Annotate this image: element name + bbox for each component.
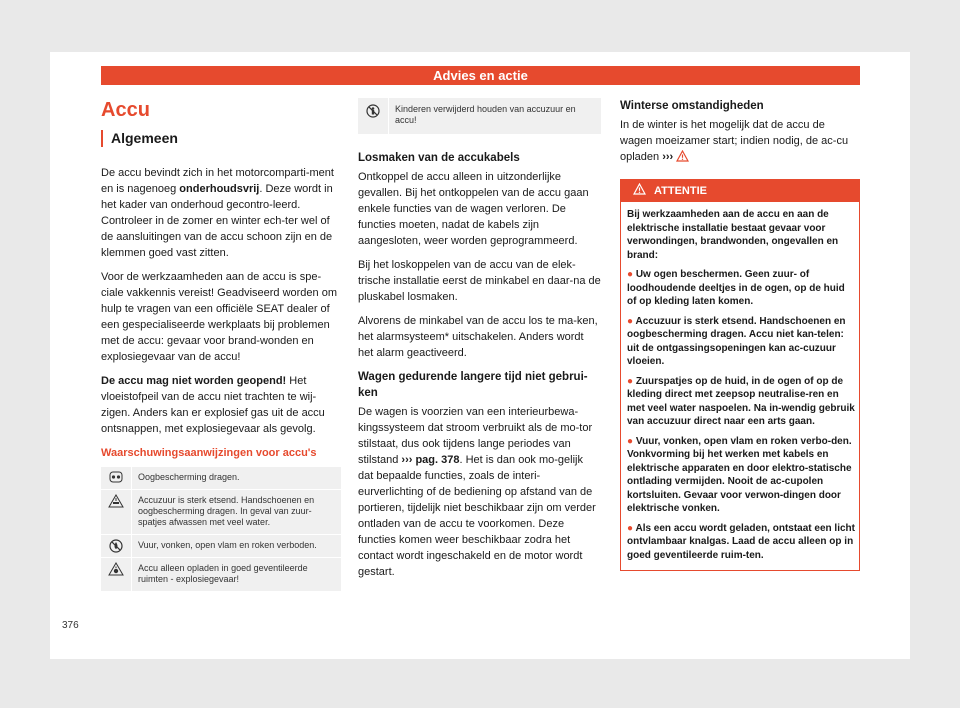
text: Accuzuur is sterk etsend. Handschoenen en oogbescherming dragen. Accu niet kan-telen: uit de ontgassingsopeningen kan ac-cuzuur vloeien. bbox=[627, 315, 846, 367]
heading-long-storage: Wagen gedurende langere tijd niet gebrui-ken bbox=[358, 371, 588, 399]
warning-text: Accuzuur is sterk etsend. Handschoenen en oogbescherming dragen. In geval van zuur-spatjes afwassen met veel water. bbox=[131, 490, 341, 534]
text: De accu bevindt zich in het motorcomparti-ment en is nagenoeg bbox=[101, 167, 334, 195]
warning-text: Vuur, vonken, open vlam en roken verboden. bbox=[131, 535, 321, 557]
text: Uw ogen beschermen. Geen zuur- of loodhoudende deeltjes in de ogen, op de huid of op kleding laten komen. bbox=[627, 269, 845, 307]
text: Het vloeistofpeil van de accu niet trachten te wij-zigen. Anders kan er explosief gas uit de accu ontsnappen, met explosiegevaar als gevolg. bbox=[101, 375, 325, 435]
warning-row bbox=[101, 490, 341, 535]
no-flame-icon bbox=[101, 535, 131, 553]
text: . Deze wordt in het kader van onderhoud gecontro-leerd. Controleer in de zomer en winter ech-ter wel of de aansluitingen van de accu schoon zijn en de klemmen goed vast zitten. bbox=[101, 183, 333, 259]
heading-disconnect-cables: Losmaken van de accukabels bbox=[358, 152, 520, 164]
section-subtitle: Algemeen bbox=[101, 130, 341, 147]
text: De wagen is voorzien van een interieurbewa-kingssysteem dat stroom verbruikt als de mo-tor stilstaat, dus ook tijdens lange periodes van stilstand bbox=[358, 406, 593, 466]
page-reference-link[interactable]: ››› pag. 378 bbox=[401, 454, 460, 466]
paragraph-alarm: Alvorens de minkabel van de accu los te ma-ken, het alarmsysteem* uitschakelen. Anders wordt het alarm geactiveerd. bbox=[358, 315, 598, 359]
warning-row bbox=[101, 467, 341, 490]
text: In de winter is het mogelijk dat de accu de wagen moeizamer start; indien nodig, de ac-cu opladen bbox=[620, 119, 849, 163]
page-title: Accu bbox=[101, 99, 150, 121]
attention-bullet bbox=[627, 435, 855, 516]
keep-children-away-icon bbox=[358, 98, 388, 134]
paragraph-winter bbox=[620, 117, 860, 167]
bullet-icon: ● bbox=[627, 435, 634, 447]
eye-protection-icon bbox=[101, 467, 131, 483]
attention-header bbox=[621, 180, 859, 202]
warning-triangle-icon bbox=[633, 183, 646, 200]
warning-row bbox=[101, 558, 341, 591]
paragraph-intro bbox=[101, 165, 341, 261]
attention-heading: ATTENTIE bbox=[654, 185, 707, 197]
warning-row bbox=[101, 535, 341, 558]
column-right bbox=[620, 98, 860, 571]
bullet-icon: ● bbox=[627, 522, 634, 534]
text: Vuur, vonken, open vlam en roken verbo-den. Vonkvorming bij het werken met kabels en elektrische apparaten en door elektro-statische ontlading vermijden. Nooit de ac-cupolen kortsluiten. Gevaar voor verwon-dingen door elektrische vonken. bbox=[627, 435, 852, 514]
warnings-label: Waarschuwingsaanwijzingen voor accu's bbox=[101, 447, 317, 459]
corrosive-icon bbox=[101, 490, 131, 508]
paragraph-no-open bbox=[101, 373, 341, 437]
bold-text: onderhoudsvrij bbox=[179, 183, 260, 195]
paragraph-expertise: Voor de werkzaamheden aan de accu is spe-ciale vakkennis vereist! Geadviseerd worden om hulp te vragen van een officiële SEAT dealer of een gespecialiseerde werkplaats bij problemen met de accu: gevaar voor brand-wonden en explosiegevaar van de accu! bbox=[101, 271, 338, 363]
text: . Het is dan ook mo-gelijk dat bepaalde functies, zoals de interi-eurverlichting of de bediening op afstand van de portieren, tijdelijk niet beschikbaar zijn om verder ontladen van de accu te voorkomen. Deze functies komen weer beschikbaar zodra het contact wordt ingeschakeld en de motor wordt gestart. bbox=[358, 454, 596, 578]
bullet-icon: ● bbox=[627, 315, 634, 327]
paragraph-storage bbox=[358, 404, 601, 580]
attention-bullet bbox=[627, 315, 855, 369]
warnings-table bbox=[101, 467, 341, 591]
paragraph-disconnect: Ontkoppel de accu alleen in uitzonderlijke gevallen. Bij het ontkoppelen van de accu gaan enkele functies van de wagen verloren. De functies moeten, nadat de kabels zijn aangesloten, weer worden geprogrammeerd. bbox=[358, 171, 589, 247]
attention-intro: Bij werkzaamheden aan de accu en aan de elektrische installatie bestaat gevaar voor verwondingen, brandwonden, ongevallen en brand: bbox=[627, 209, 839, 261]
warning-text: Oogbescherming dragen. bbox=[131, 467, 244, 489]
reference-arrows[interactable]: ››› bbox=[662, 151, 674, 163]
children-warning-box bbox=[358, 98, 601, 134]
attention-box bbox=[620, 179, 860, 571]
attention-bullet bbox=[627, 522, 855, 563]
children-warning-text: Kinderen verwijderd houden van accuzuur en accu! bbox=[388, 98, 601, 134]
text: Zuurspatjes op de huid, in de ogen of op de kleding direct met zeepsop neutralise-ren en met veel water naspoelen. Na in-wendig gebruik van accuzuur direct naar een arts gaan. bbox=[627, 375, 855, 427]
section-header: Advies en actie bbox=[101, 66, 860, 85]
attention-bullet bbox=[627, 268, 855, 309]
page-number: 376 bbox=[62, 620, 79, 631]
bold-text: De accu mag niet worden geopend! bbox=[101, 375, 287, 387]
paragraph-order: Bij het loskoppelen van de accu van de elek-trische installatie eerst de minkabel en daar-na de pluskabel losmaken. bbox=[358, 259, 601, 303]
bullet-icon: ● bbox=[627, 375, 634, 387]
attention-body bbox=[621, 202, 859, 570]
bullet-icon: ● bbox=[627, 269, 634, 280]
warning-text: Accu alleen opladen in goed geventileerde ruimten - explosiegevaar! bbox=[131, 558, 341, 591]
text: Als een accu wordt geladen, ontstaat een licht ontvlambaar knalgas. Laad de accu alleen op in goed geventileerde ruim-ten. bbox=[627, 522, 855, 561]
explosive-icon bbox=[101, 558, 131, 576]
column-left bbox=[101, 96, 341, 591]
warning-triangle-icon bbox=[676, 150, 689, 167]
column-middle bbox=[358, 98, 601, 588]
attention-bullet bbox=[627, 375, 855, 429]
heading-winter: Winterse omstandigheden bbox=[620, 100, 764, 112]
